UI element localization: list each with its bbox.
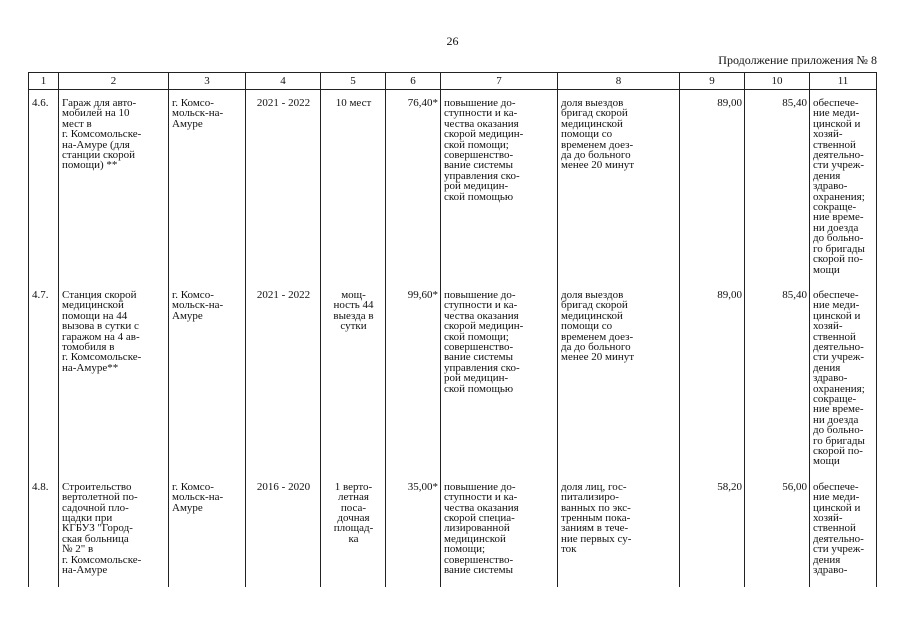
page-number: 26	[446, 34, 459, 48]
col-header-11: 11	[810, 73, 877, 90]
object-name: Строительство вертолетной по- садочной пло- щадки при КГБУЗ "Город- ская больница № 2" в г. Комсомольске- на-Амуре	[59, 474, 169, 588]
col-header-8: 8	[558, 73, 680, 90]
capacity: 1 верто- летная поса- дочная площад- ка	[321, 474, 386, 588]
goal: повышение до- ступности и ка- чества оказания скорой медицин- ской помощи; совершенство- вание системы управления ско- рой медицин- ской помощью	[441, 282, 558, 474]
col-header-2: 2	[59, 73, 169, 90]
goal: повышение до- ступности и ка- чества оказания скорой специа- лизированной медицинской помощи; совершенство- вание системы	[441, 474, 558, 588]
row-number: 4.6.	[29, 90, 59, 282]
value-2: 56,00	[745, 474, 810, 588]
goal: повышение до- ступности и ка- чества оказания скорой медицин- ской помощи; совершенство- вание системы управления ско- рой медицин- ской помощью	[441, 90, 558, 282]
indicator: доля выездов бригад скорой медицинской помощи со временем доез- да до больного менее 20 минут	[558, 282, 680, 474]
object-name: Гараж для авто- мобилей на 10 мест в г. Комсомольске- на-Амуре (для станции скорой помощи) **	[59, 90, 169, 282]
share: 35,00*	[386, 474, 441, 588]
value-1: 89,00	[680, 90, 745, 282]
value-1: 58,20	[680, 474, 745, 588]
col-header-4: 4	[246, 73, 321, 90]
col-header-9: 9	[680, 73, 745, 90]
effect: обеспече- ние меди- цинской и хозяй- ственной деятельно- сти учреж- дения здраво- охранения; сокраще- ние време- ни доезда до больно- го бригады скорой по- мощи	[810, 282, 877, 474]
effect: обеспече- ние меди- цинской и хозяй- ственной деятельно- сти учреж- дения здраво-	[810, 474, 877, 588]
period: 2021 - 2022	[246, 282, 321, 474]
row-number: 4.8.	[29, 474, 59, 588]
object-name: Станция скорой медицинской помощи на 44 вызова в сутки с гаражом на 4 ав- томобиля в г. Комсомольске- на-Амуре**	[59, 282, 169, 474]
table-row	[29, 90, 877, 282]
appendix-table	[28, 72, 877, 587]
capacity: 10 мест	[321, 90, 386, 282]
location: г. Комсо- мольск-на- Амуре	[169, 90, 246, 282]
period: 2016 - 2020	[246, 474, 321, 588]
table-row	[29, 282, 877, 474]
col-header-3: 3	[169, 73, 246, 90]
value-2: 85,40	[745, 282, 810, 474]
row-number: 4.7.	[29, 282, 59, 474]
continuation-label: Продолжение приложения № 8	[718, 53, 877, 67]
value-2: 85,40	[745, 90, 810, 282]
col-header-7: 7	[441, 73, 558, 90]
col-header-10: 10	[745, 73, 810, 90]
column-number-row	[29, 73, 877, 90]
table-row	[29, 474, 877, 588]
share: 99,60*	[386, 282, 441, 474]
period: 2021 - 2022	[246, 90, 321, 282]
indicator: доля лиц, гос- питализиро- ванных по экс- тренным пока- заниям в тече- ние первых су- ток	[558, 474, 680, 588]
capacity: мощ- ность 44 выезда в сутки	[321, 282, 386, 474]
col-header-1: 1	[29, 73, 59, 90]
col-header-5: 5	[321, 73, 386, 90]
location: г. Комсо- мольск-на- Амуре	[169, 474, 246, 588]
col-header-6: 6	[386, 73, 441, 90]
value-1: 89,00	[680, 282, 745, 474]
location: г. Комсо- мольск-на- Амуре	[169, 282, 246, 474]
share: 76,40*	[386, 90, 441, 282]
effect: обеспече- ние меди- цинской и хозяй- ственной деятельно- сти учреж- дения здраво- охранения; сокраще- ние време- ни доезда до больно- го бригады скорой по- мощи	[810, 90, 877, 282]
indicator: доля выездов бригад скорой медицинской помощи со временем доез- да до больного менее 20 минут	[558, 90, 680, 282]
